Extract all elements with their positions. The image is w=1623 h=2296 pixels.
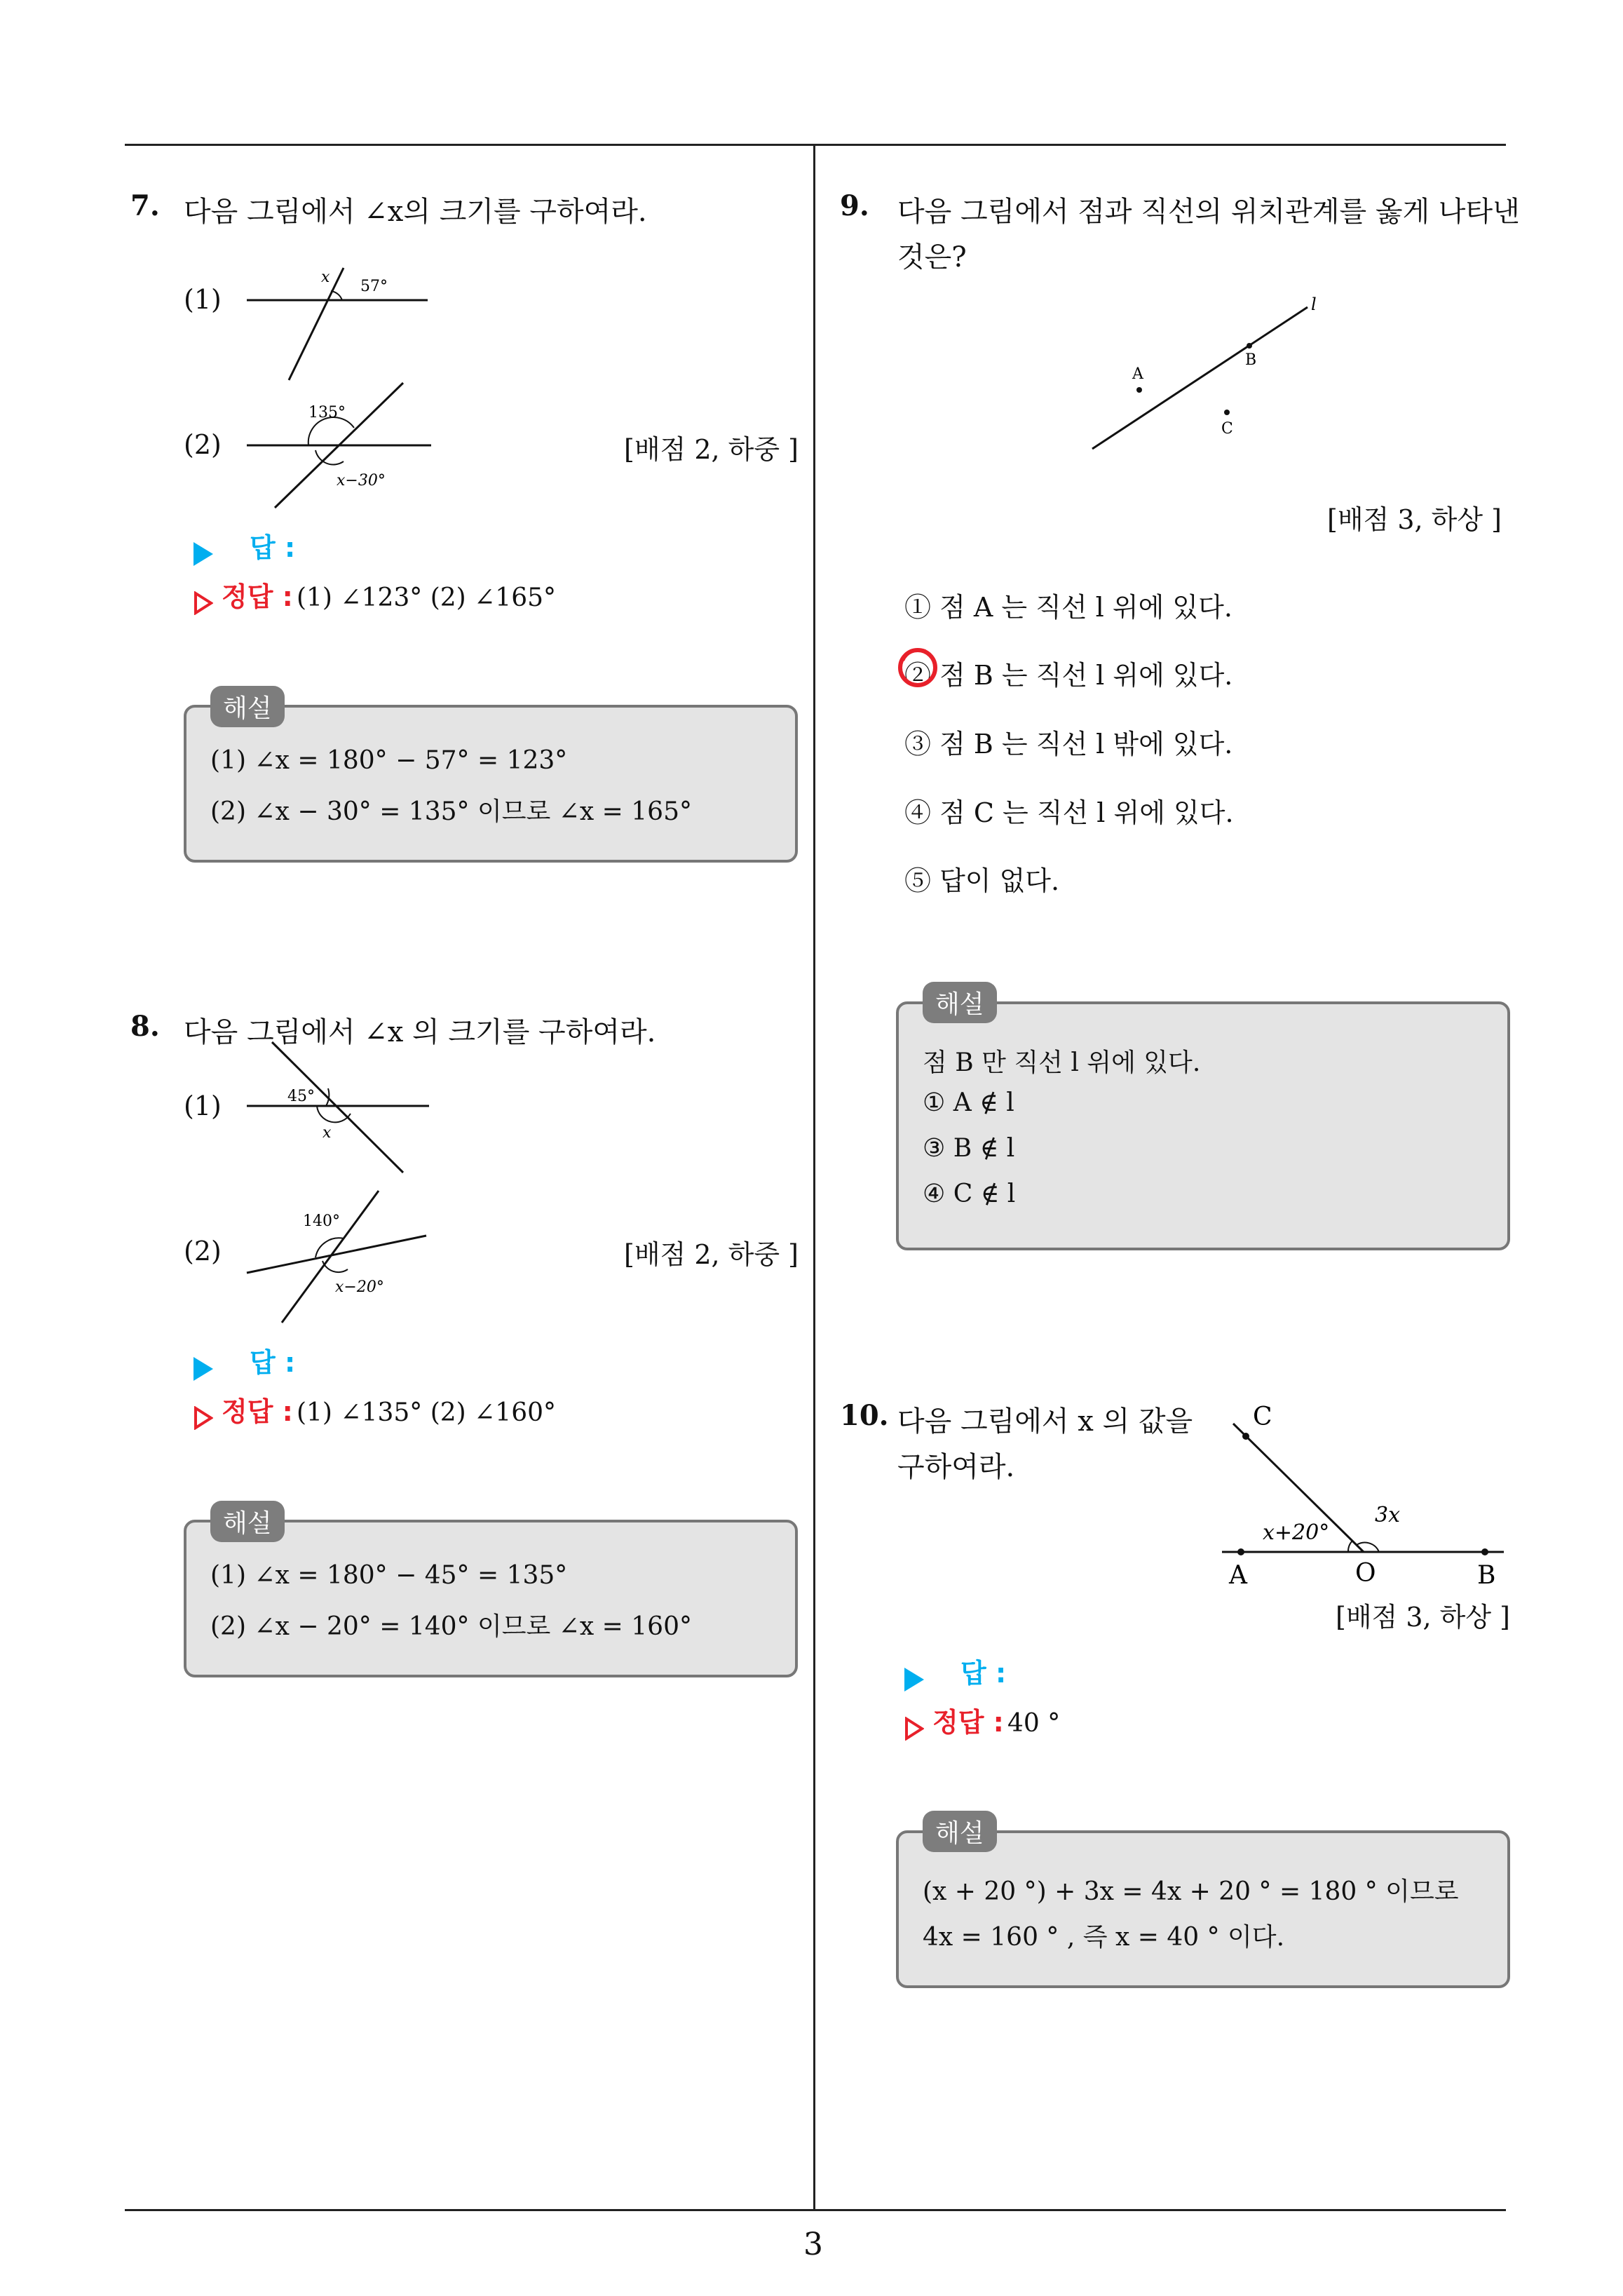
angle-135-label: 135°: [308, 404, 346, 421]
question-text-line2: 것은?: [897, 241, 967, 274]
point-c-label: C: [1253, 1403, 1272, 1431]
line-l-label: l: [1311, 295, 1317, 314]
key-label: 정답 :: [222, 1396, 293, 1427]
top-rule: [125, 144, 1506, 146]
outline-triangle-icon: [904, 1717, 924, 1741]
point-a-label: A: [1132, 365, 1143, 383]
explanation-line: (1) ∠x = 180° − 57° = 123°: [210, 746, 568, 775]
explanation-box: [896, 1830, 1510, 1988]
explanation-tag: 해설: [210, 686, 285, 727]
explanation-box: [896, 1001, 1510, 1250]
explanation-line: ① A ∉ l: [923, 1088, 1014, 1117]
answer-value: (1) ∠135° (2) ∠160°: [296, 1398, 557, 1427]
key-row: [193, 1390, 556, 1430]
angle-x-plus-20-label: x+20°: [1263, 1520, 1330, 1545]
question-text-line2: 구하여라.: [897, 1451, 1015, 1483]
score-label: [배점 3, 하상 ]: [1336, 1602, 1510, 1633]
question-text-line1: 다음 그림에서 점과 직선의 위치관계를 옳게 나타낸: [897, 196, 1520, 228]
angle-x-label: x: [322, 1124, 332, 1142]
explanation-line: (2) ∠x − 20° = 140° 이므로 ∠x = 160°: [210, 1612, 692, 1641]
angle-45-label: 45°: [287, 1088, 315, 1105]
point-b-label: B: [1245, 351, 1257, 369]
point-c-label: C: [1221, 420, 1233, 438]
sub-label-1: (1): [184, 284, 222, 315]
point-a-label: A: [1229, 1561, 1247, 1590]
choice-1[interactable]: ① 점 A 는 직선 l 위에 있다.: [904, 592, 1232, 623]
explanation-tag: 해설: [923, 1811, 997, 1852]
question-text-line1: 다음 그림에서 x 의 값을: [897, 1405, 1193, 1438]
figure-8-2: [238, 1185, 442, 1325]
score-label: [배점 2, 하중 ]: [624, 434, 799, 465]
question-text: 다음 그림에서 ∠x 의 크기를 구하여라.: [184, 1016, 656, 1048]
figure-8-1: [238, 1038, 449, 1178]
explanation-line: 점 B 만 직선 l 위에 있다.: [923, 1048, 1201, 1077]
play-icon: [904, 1668, 924, 1691]
outline-triangle-icon: [193, 591, 213, 615]
angle-57-label: 57°: [360, 278, 388, 295]
question-text: 다음 그림에서 ∠x의 크기를 구하여라.: [184, 196, 647, 228]
angle-x-30-label: x−30°: [337, 472, 386, 489]
answer-row: [904, 1652, 1006, 1691]
angle-x-20-label: x−20°: [335, 1278, 384, 1296]
angle-3x-label: 3x: [1375, 1503, 1401, 1527]
answer-row: [193, 526, 295, 566]
bottom-rule: [125, 2209, 1506, 2211]
play-icon: [193, 1357, 213, 1381]
explanation-tag: 해설: [923, 982, 997, 1023]
answer-value: 40 °: [1007, 1709, 1061, 1738]
choice-5[interactable]: ⑤ 답이 없다.: [904, 865, 1060, 896]
answer-label: 답 :: [250, 1347, 296, 1378]
question-number: 10.: [840, 1399, 889, 1432]
explanation-line: ③ B ∉ l: [923, 1134, 1015, 1163]
selected-mark-icon: [896, 645, 941, 690]
choice-2[interactable]: ② 점 B 는 직선 l 위에 있다.: [904, 660, 1233, 691]
explanation-tag: 해설: [210, 1501, 285, 1542]
answer-label: 답 :: [250, 532, 296, 563]
score-label: [배점 3, 하상 ]: [1327, 504, 1502, 535]
question-number: 9.: [840, 189, 869, 222]
figure-10: [1216, 1396, 1511, 1599]
explanation-box: [184, 705, 798, 863]
sub-label-2: (2): [184, 1236, 222, 1267]
question-number: 8.: [130, 1010, 160, 1043]
outline-triangle-icon: [193, 1406, 213, 1430]
explanation-line: ④ C ∉ l: [923, 1180, 1016, 1208]
sub-label-1: (1): [184, 1090, 222, 1121]
explanation-line: 4x = 160 ° , 즉 x = 40 ° 이다.: [923, 1923, 1285, 1952]
figure-9: [1080, 288, 1332, 456]
key-label: 정답 :: [932, 1707, 1004, 1738]
angle-140-label: 140°: [303, 1213, 340, 1230]
play-icon: [193, 542, 213, 566]
choice-4[interactable]: ④ 점 C 는 직선 l 위에 있다.: [904, 797, 1234, 828]
explanation-line: (x + 20 °) + 3x = 4x + 20 ° = 180 ° 이므로: [923, 1877, 1459, 1906]
answer-row: [193, 1341, 295, 1381]
question-number: 7.: [130, 189, 160, 222]
point-o-label: O: [1355, 1559, 1376, 1588]
key-row: [193, 575, 556, 615]
column-divider: [813, 144, 815, 2209]
explanation-line: (1) ∠x = 180° − 45° = 135°: [210, 1561, 568, 1590]
explanation-box: [184, 1520, 798, 1677]
explanation-line: (2) ∠x − 30° = 135° 이므로 ∠x = 165°: [210, 797, 692, 826]
sub-label-2: (2): [184, 429, 222, 460]
answer-label: 답 :: [960, 1658, 1007, 1689]
answer-value: (1) ∠123° (2) ∠165°: [296, 583, 557, 612]
key-label: 정답 :: [222, 581, 293, 612]
figure-7-2: [238, 379, 442, 512]
score-label: [배점 2, 하중 ]: [624, 1239, 799, 1270]
key-row: [904, 1701, 1060, 1741]
angle-x-label: x: [321, 269, 330, 286]
point-b-label: B: [1477, 1561, 1496, 1590]
figure-7-1: [238, 259, 442, 386]
page-number: 3: [803, 2227, 823, 2262]
choice-3[interactable]: ③ 점 B 는 직선 l 밖에 있다.: [904, 729, 1233, 759]
